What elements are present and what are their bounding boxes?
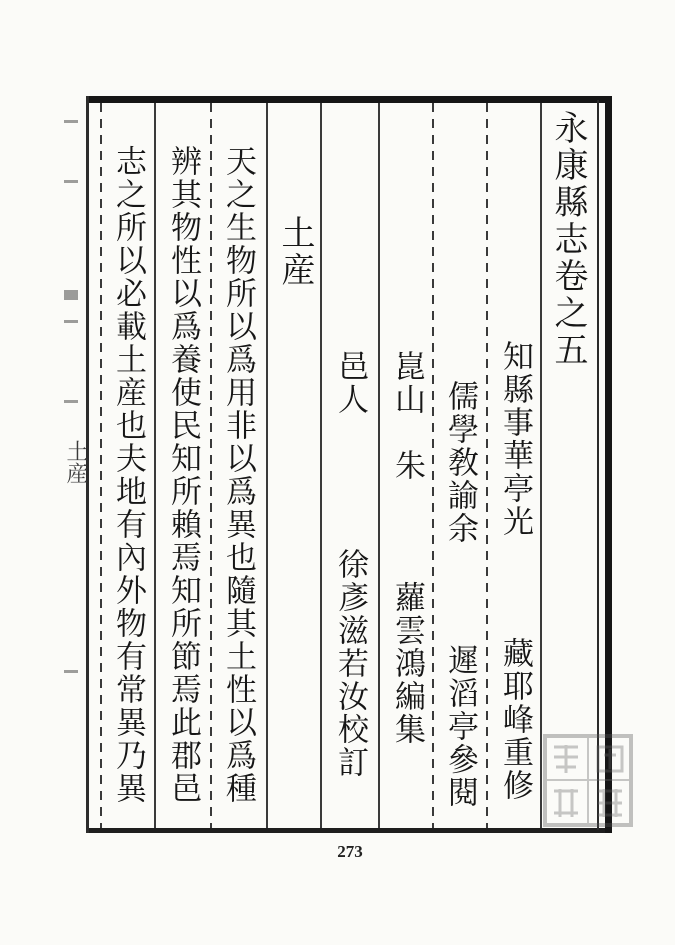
- frame-right-border: [605, 96, 612, 833]
- body-text-column: 辨其物性以爲養使民知所賴焉知所節焉此郡邑: [165, 145, 201, 805]
- library-seal-stamp: [542, 733, 634, 828]
- column-rule: [154, 103, 156, 828]
- column-rule: [540, 103, 542, 828]
- column-rule: [320, 103, 322, 828]
- column-rule: [210, 103, 212, 828]
- section-heading: 土産: [275, 215, 315, 289]
- volume-title: 永康縣志卷之五: [548, 110, 588, 369]
- column-rule: [432, 103, 434, 828]
- column-rule: [100, 103, 102, 828]
- frame-top-border: [86, 96, 612, 103]
- page-number: 273: [337, 842, 363, 861]
- editor-credit: 知縣事華亭光 藏耶峰重修: [497, 340, 533, 802]
- adjacent-page-text: 土産: [63, 440, 88, 484]
- body-text-column: 志之所以必載土産也夫地有內外物有常異乃異: [110, 145, 146, 805]
- body-text-column: 天之生物所以爲用非以爲異也隨其土性以爲種: [220, 145, 256, 805]
- annotator-credit: 邑人 徐彥滋若汝校訂: [332, 350, 368, 779]
- checker-credit: 儒學敎諭余 遲滔亭參閱: [442, 380, 478, 809]
- compiler-credit: 崑山 朱 蘿雲鴻編集: [389, 350, 425, 746]
- column-rule: [486, 103, 488, 828]
- frame-right-inner-border: [597, 100, 599, 830]
- frame-bottom-border: [86, 828, 612, 833]
- column-rule: [378, 103, 380, 828]
- column-rule: [266, 103, 268, 828]
